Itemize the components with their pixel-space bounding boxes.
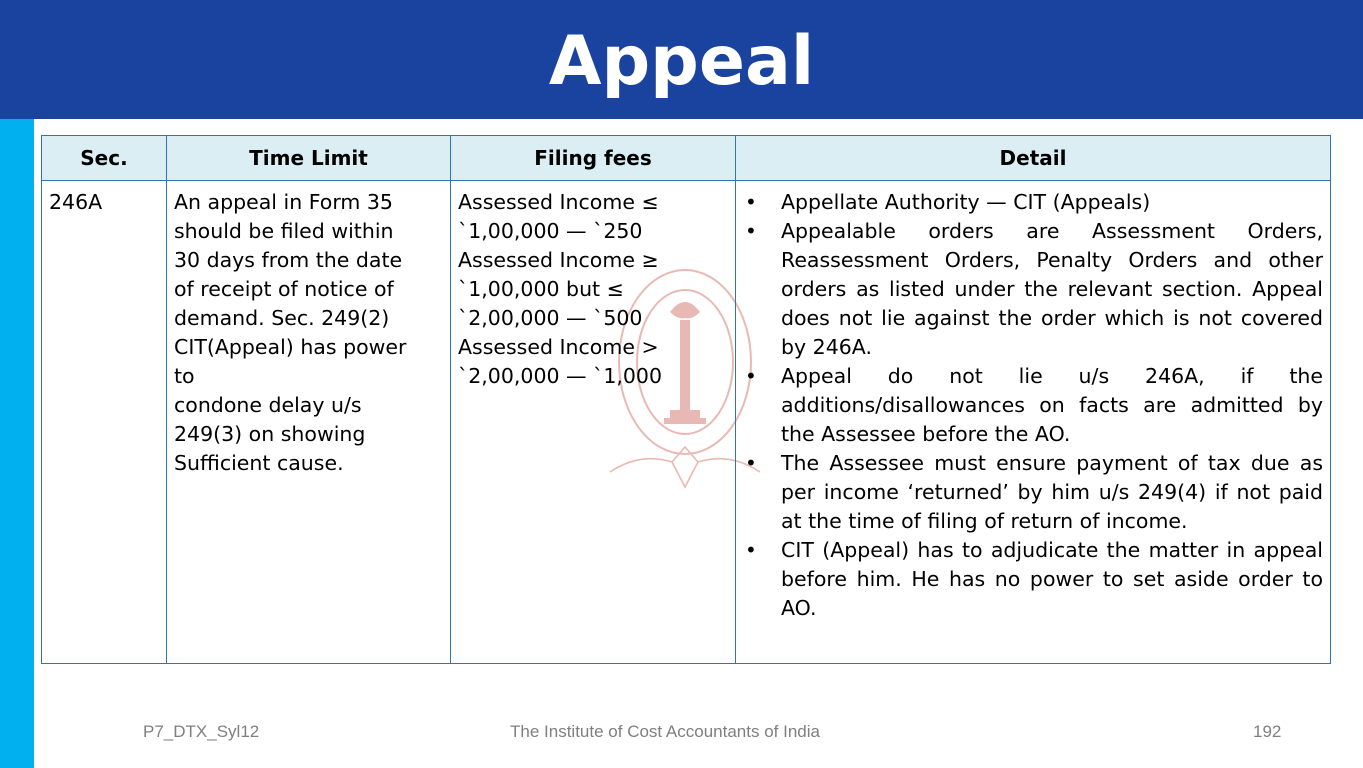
filing-fee-line: Assessed Income ≥: [458, 248, 659, 272]
detail-cell: [736, 181, 1331, 664]
header-time-limit: Time Limit: [167, 136, 451, 181]
filing-fee-line: Assessed Income >: [458, 335, 659, 359]
detail-bullet: • Appellate Authority — CIT (Appeals): [743, 188, 1323, 217]
footer-course-code: P7_DTX_Syl12: [143, 722, 260, 741]
time-limit-line: Sufficient cause.: [174, 451, 344, 475]
title-banner: [0, 0, 1363, 119]
detail-bullet: • Appeal do not lie u/s 246A, if the additions/disallowances on facts are admitted by the Assessee before the AO.: [743, 362, 1323, 449]
filing-fees-cell: [451, 181, 736, 664]
detail-bullet: • The Assessee must ensure payment of tax due as per income ‘returned’ by him u/s 249(4) if not paid at the time of filing of return of income.: [743, 449, 1323, 536]
table-header-row: [42, 136, 1331, 181]
section-number: 246A: [49, 190, 103, 214]
filing-fee-line: `1,00,000 — `250: [458, 219, 643, 243]
filing-fee-line: `2,00,000 — `1,000: [458, 364, 663, 388]
time-limit-line: demand. Sec. 249(2): [174, 306, 390, 330]
filing-fee-line: Assessed Income ≤: [458, 190, 659, 214]
footer-page-number: 192: [1253, 722, 1282, 741]
header-sec: Sec.: [42, 136, 167, 181]
filing-fee-line: `1,00,000 but ≤: [458, 277, 624, 301]
detail-bullet: • CIT (Appeal) has to adjudicate the matter in appeal before him. He has no power to set aside order to AO.: [743, 536, 1323, 623]
time-limit-line: to: [174, 364, 195, 388]
time-limit-line: should be filed within: [174, 219, 394, 243]
footer-institute-name: The Institute of Cost Accountants of India: [510, 722, 820, 741]
filing-fee-line: `2,00,000 — `500: [458, 306, 643, 330]
time-limit-line: An appeal in Form 35: [174, 190, 393, 214]
time-limit-line: CIT(Appeal) has power: [174, 335, 407, 359]
left-accent-bar: [0, 119, 34, 768]
header-detail: Detail: [736, 136, 1331, 181]
table-row: [42, 181, 1331, 664]
time-limit-line: of receipt of notice of: [174, 277, 394, 301]
header-filing-fees: Filing fees: [451, 136, 736, 181]
appeal-table: [41, 135, 1331, 664]
time-limit-line: 249(3) on showing: [174, 422, 366, 446]
detail-bullet: • Appealable orders are Assessment Orders, Reassessment Orders, Penalty Orders and other orders as listed under the relevant section. Appeal does not lie against the order which is not covered by 246A.: [743, 217, 1323, 362]
detail-bullet-list: [743, 188, 1323, 623]
time-limit-line: 30 days from the date: [174, 248, 403, 272]
time-limit-cell: [167, 181, 451, 664]
section-cell: [42, 181, 167, 664]
slide-title: Appeal: [548, 22, 815, 101]
time-limit-line: condone delay u/s: [174, 393, 362, 417]
